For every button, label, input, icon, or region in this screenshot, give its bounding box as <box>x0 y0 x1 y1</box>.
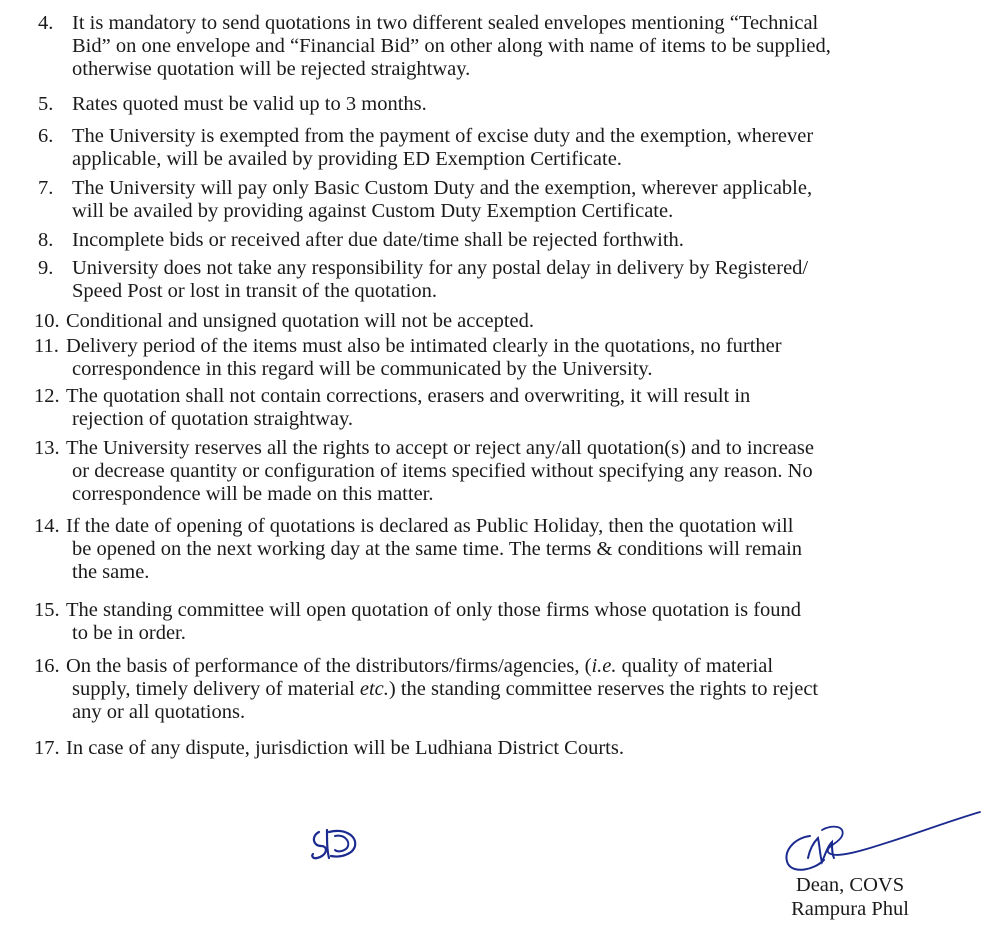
clause-line: to be in order. <box>72 622 186 644</box>
clause-line: Delivery period of the items must also be intimated clearly in the quotations, no further <box>66 335 782 357</box>
clause-line: correspondence in this regard will be communicated by the University. <box>72 358 653 380</box>
clause-number: 6. <box>38 125 54 147</box>
clause-line: On the basis of performance of the distributors/firms/agencies, (i.e. quality of material <box>66 655 774 677</box>
clause-number: 4. <box>38 12 54 34</box>
clause-line: Bid” on one envelope and “Financial Bid” on other along with name of items to be supplied, <box>72 35 831 57</box>
clause-line: The quotation shall not contain corrections, erasers and overwriting, it will result in <box>66 385 751 407</box>
clause-line: In case of any dispute, jurisdiction will be Ludhiana District Courts. <box>66 737 624 759</box>
clause-line: the same. <box>72 561 150 583</box>
italic-fragment: i.e. <box>591 655 617 677</box>
clause-number: 15. <box>34 599 60 621</box>
italic-fragment: etc. <box>359 678 389 700</box>
clause-line: supply, timely delivery of material etc.) the standing committee reserves the rights to reject <box>72 678 819 700</box>
signatory-place: Rampura Phul <box>791 898 909 920</box>
clause-line: The University is exempted from the payment of excise duty and the exemption, wherever <box>72 125 814 147</box>
clause-line: Speed Post or lost in transit of the quotation. <box>72 280 437 302</box>
dean-signature <box>770 808 982 880</box>
clause-number: 11. <box>34 335 59 357</box>
clause-line: rejection of quotation straightway. <box>72 408 354 430</box>
clause-line: Rates quoted must be valid up to 3 months. <box>72 93 427 115</box>
clause-line: If the date of opening of quotations is declared as Public Holiday, then the quotation will <box>66 515 794 537</box>
clause-line: be opened on the next working day at the same time. The terms & conditions will remain <box>72 538 803 560</box>
signature-block <box>770 873 930 921</box>
initials-signature <box>305 820 375 865</box>
clause-line: will be availed by providing against Custom Duty Exemption Certificate. <box>72 200 674 222</box>
clause-number: 13. <box>34 437 60 459</box>
clause-number: 5. <box>38 93 54 115</box>
clause-number: 14. <box>34 515 60 537</box>
clause-number: 17. <box>34 737 60 759</box>
clause-number: 10. <box>34 310 60 332</box>
clause-line: The University will pay only Basic Custom Duty and the exemption, wherever applicable, <box>72 177 813 199</box>
clause-number: 7. <box>38 177 54 199</box>
clause-number: 12. <box>34 385 60 407</box>
clause-line: University does not take any responsibility for any postal delay in delivery by Registered/ <box>72 257 809 279</box>
clause-line: correspondence will be made on this matter. <box>72 483 434 505</box>
clause-line: applicable, will be availed by providing ED Exemption Certificate. <box>72 148 622 170</box>
clause-line: The standing committee will open quotation of only those firms whose quotation is found <box>66 599 802 621</box>
clause-line: otherwise quotation will be rejected straightway. <box>72 58 471 80</box>
clause-number: 9. <box>38 257 54 279</box>
clause-line: The University reserves all the rights to accept or reject any/all quotation(s) and to increase <box>66 437 814 459</box>
clause-number: 16. <box>34 655 60 677</box>
clause-line: It is mandatory to send quotations in two different sealed envelopes mentioning “Technical <box>72 12 819 34</box>
signatory-designation: Dean, COVS <box>795 874 905 896</box>
clause-line: any or all quotations. <box>72 701 246 723</box>
clause-line: Conditional and unsigned quotation will not be accepted. <box>66 310 534 332</box>
clause-line: or decrease quantity or configuration of items specified without specifying any reason. No <box>72 460 813 482</box>
clause-line: Incomplete bids or received after due date/time shall be rejected forthwith. <box>72 229 684 251</box>
clause-number: 8. <box>38 229 54 251</box>
